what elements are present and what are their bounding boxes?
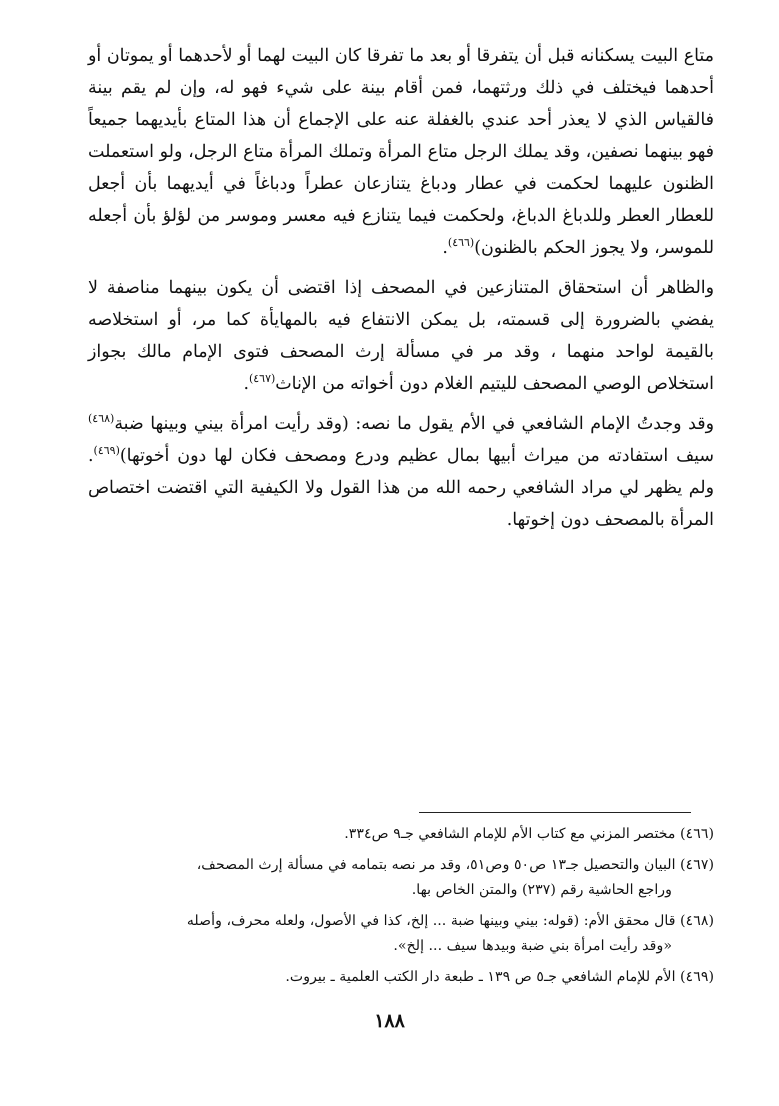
footnote-separator (419, 812, 691, 813)
footnote-text: الأم للإمام الشافعي جـ٥ ص ١٣٩ ـ طبعة دار الكتب العلمية ـ بيروت. (285, 969, 676, 985)
paragraph-1-tail: . (442, 238, 448, 258)
footnote-466 (88, 822, 714, 847)
page-number: ١٨٨ (374, 1010, 405, 1032)
footnote-467 (88, 853, 714, 903)
paragraph-1-text: متاع البيت يسكنانه قبل أن يتفرقا أو بعد ما تفرقا كان البيت لهما أو لأحدهما أو يموتان أو أحدهما فيختلف في ذلك ورثتهما، فمن أقام بينة على شيء فهو له، وإن لم يقم بينة فالقياس الذي لا يعذر أحد عندي بالغفلة عنه على الإجماع أن هذا المتاع بأيديهما جميعاً فهو بينهما نصفين، وقد يملك الرجل متاع المرأة وتملك المرأة متاع الرجل، ولو استعملت الظنون عليهما لحكمت في عطار ودباغ يتنازعان عطراً ودباغاً في أيديهما بأن أجعل للعطار العطر وللدباغ الدباغ، ولحكمت فيما يتنازع فيه معسر وموسر من لؤلؤ بأن أجعله للموسر، ولا يجوز الحكم بالظنون) (88, 46, 714, 258)
footnote-number: (٤٦٦) (680, 826, 714, 842)
paragraph-3 (88, 408, 714, 536)
footnote-text: البيان والتحصيل جـ١٣ ص٥٠ وص٥١، وقد مر نصه بتمامه في مسألة إرث المصحف، (196, 857, 676, 873)
paragraph-3-text-before: وقد وجدتُ الإمام الشافعي في الأم يقول ما نصه: (وقد رأيت امرأة بيني وبينها ضبة (114, 414, 714, 434)
footnote-continuation: وراجع الحاشية رقم (٢٣٧) والمتن الخاص بها. (411, 882, 672, 898)
footnote-continuation: «وقد رأيت امرأة بني ضبة وبيدها سيف ... إلخ». (393, 938, 672, 954)
footnote-ref-467[interactable]: (٤٦٧) (248, 372, 276, 386)
footnotes-section (88, 822, 714, 996)
footnote-text: قال محقق الأم: (قوله: بيني وبينها ضبة ... إلخ، كذا في الأصول، ولعله محرف، وأصله (186, 913, 676, 929)
paragraph-3-text-after: . ولم يظهر لي مراد الشافعي رحمه الله من هذا القول ولا الكيفية التي اقتضت اختصاص المرأة بالمصحف دون إخوتها. (88, 446, 714, 530)
footnote-number: (٤٦٨) (680, 913, 714, 929)
footnote-469 (88, 965, 714, 990)
footnote-ref-466[interactable]: (٤٦٦) (447, 236, 475, 250)
footnote-ref-469[interactable]: (٤٦٩) (93, 444, 120, 458)
paragraph-1 (88, 40, 714, 264)
footnote-468 (88, 909, 714, 959)
footnote-ref-468[interactable]: (٤٦٨) (88, 412, 115, 426)
paragraph-2 (88, 272, 714, 400)
footnote-text: مختصر المزني مع كتاب الأم للإمام الشافعي جـ٩ ص٣٣٤. (344, 826, 676, 842)
footnote-number: (٤٦٩) (680, 969, 714, 985)
paragraph-3-text-middle: سيف استفادته من ميراث أبيها بمال عظيم ودرع ومصحف فكان لها دون أخوتها) (119, 446, 714, 466)
main-text (88, 40, 714, 544)
paragraph-2-text: والظاهر أن استحقاق المتنازعين في المصحف إذا اقتضى أن يكون بينهما مناصفة لا يفضي بالضرورة إلى قسمته، بل يمكن الانتفاع فيه بالمهايأة كما مر، أو استخلاصه بالقيمة لواحد منهما ، وقد مر في مسألة إرث المصحف فتوى الإمام مالك بجواز استخلاص الوصي المصحف لليتيم الغلام دون أخواته من الإناث (88, 278, 714, 394)
footnote-number: (٤٦٧) (680, 857, 714, 873)
paragraph-2-tail: . (243, 374, 249, 394)
